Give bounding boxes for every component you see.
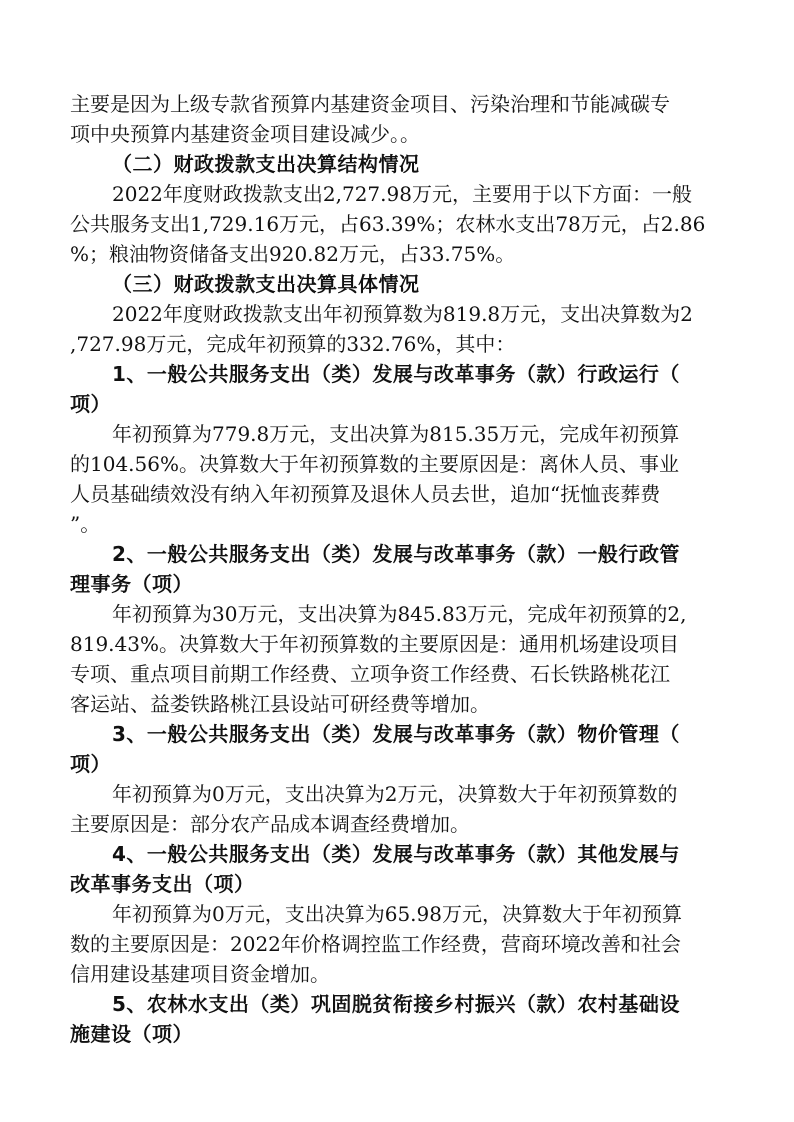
body-text-line: 数的主要原因是：2022年价格调控监工作经费，营商环境改善和社会	[70, 932, 681, 956]
subsection-heading: 施建设（项）	[70, 1022, 193, 1046]
body-text-line: 主要原因是：部分农产品成本调查经费增加。	[70, 812, 470, 836]
subsection-heading: 项）	[70, 752, 111, 776]
body-text-line: 主要是因为上级专款省预算内基建资金项目、污染治理和节能减碳专	[70, 92, 670, 116]
body-text-line: 年初预算为0万元，支出决算为65.98万元，决算数大于年初预算	[112, 902, 682, 926]
document-body	[70, 89, 722, 1049]
body-text-line: 信用建设基建项目资金增加。	[70, 962, 330, 986]
body-text-line: 年初预算为0万元，支出决算为2万元，决算数大于年初预算数的	[112, 782, 678, 806]
subsection-heading: 4、一般公共服务支出（类）发展与改革事务（款）其他发展与	[112, 842, 680, 866]
subsection-heading: 2、一般公共服务支出（类）发展与改革事务（款）一般行政管	[112, 542, 680, 566]
body-text-line: 年初预算为30万元，支出决算为845.83万元，完成年初预算的2,	[112, 602, 687, 626]
body-text-line: ”。	[70, 512, 101, 536]
subsection-heading: 理事务（项）	[70, 572, 193, 596]
subsection-heading: 改革事务支出（项）	[70, 872, 255, 896]
body-text-line: ,727.98万元，完成年初预算的332.76%，其中：	[70, 332, 516, 356]
body-text-line: %；粮油物资储备支出920.82万元，占33.75%。	[70, 242, 516, 266]
section-heading: （二）财政拨款支出决算结构情况	[112, 152, 420, 176]
body-text-line: 公共服务支出1,729.16万元，占63.39%；农林水支出78万元，占2.86	[70, 212, 706, 236]
body-text-line: 的104.56%。决算数大于年初预算数的主要原因是：离休人员、事业	[70, 452, 679, 476]
subsection-heading: 3、一般公共服务支出（类）发展与改革事务（款）物价管理（	[112, 722, 680, 746]
subsection-heading: 项）	[70, 392, 111, 416]
body-text-line: 2022年度财政拨款支出2,727.98万元，主要用于以下方面：一般	[112, 182, 692, 206]
body-text-line: 年初预算为779.8万元，支出决算为815.35万元，完成年初预算	[112, 422, 680, 446]
subsection-heading: 1、一般公共服务支出（类）发展与改革事务（款）行政运行（	[112, 362, 680, 386]
section-heading: （三）财政拨款支出决算具体情况	[112, 272, 420, 296]
body-text-line: 客运站、益娄铁路桃江县设站可研经费等增加。	[70, 692, 490, 716]
body-text-line: 819.43%。决算数大于年初预算数的主要原因是：通用机场建设项目	[70, 632, 679, 656]
body-text-line: 2022年度财政拨款支出年初预算数为819.8万元，支出决算数为2	[112, 302, 693, 326]
body-text-line: 项中央预算内基建资金项目建设减少。。	[70, 122, 420, 146]
body-text-line: 人员基础绩效没有纳入年初预算及退休人员去世，追加“抚恤丧葬费	[70, 482, 661, 506]
body-text-line: 专项、重点项目前期工作经费、立项争资工作经费、石长铁路桃花江	[70, 662, 670, 686]
subsection-heading: 5、农林水支出（类）巩固脱贫衔接乡村振兴（款）农村基础设	[112, 992, 680, 1016]
